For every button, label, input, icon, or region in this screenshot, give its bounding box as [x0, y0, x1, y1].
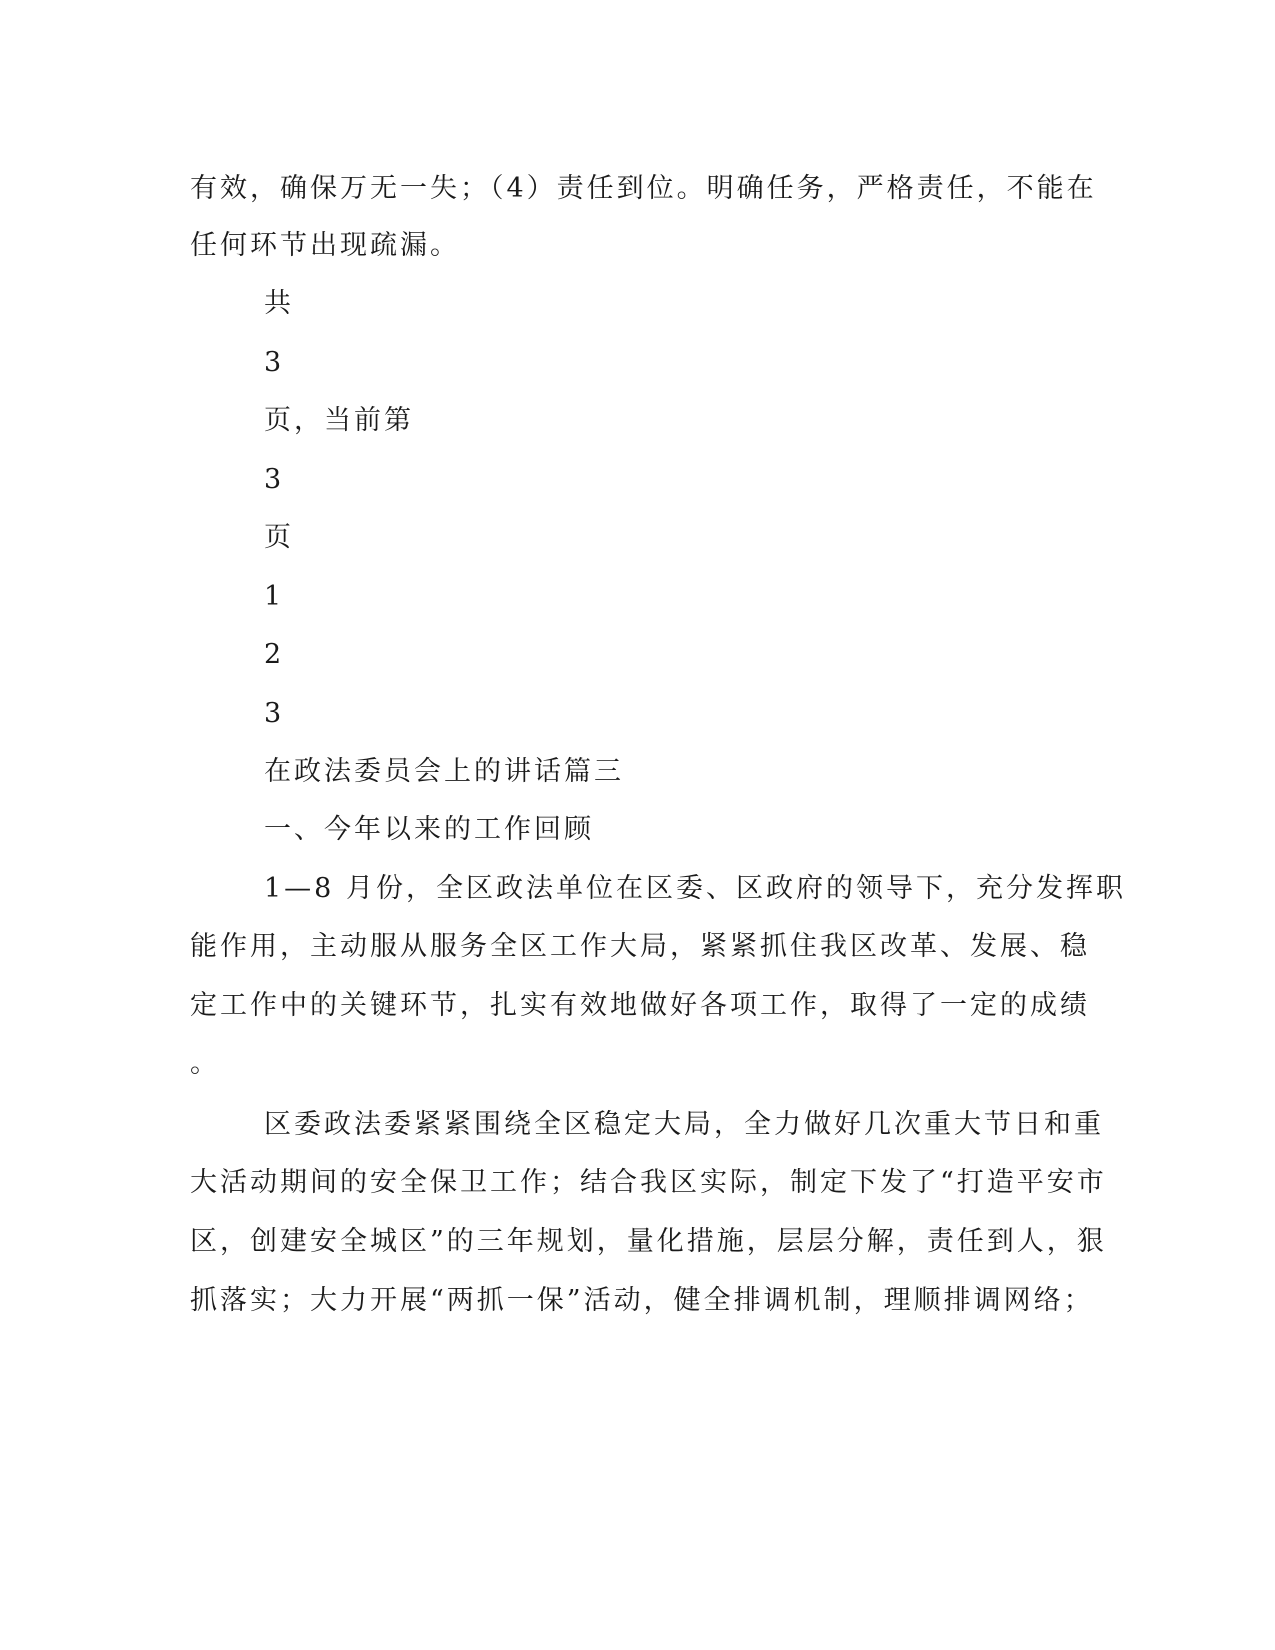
pagination-text: 页，当前第: [264, 405, 414, 436]
pagination-text: 页: [264, 522, 294, 553]
pagination-text: 共: [264, 288, 294, 319]
page-link-2[interactable]: 2: [264, 639, 285, 670]
section-heading: 一、今年以来的工作回顾: [264, 814, 594, 845]
body-text-line: 能作用，主动服从服务全区工作大局，紧紧抓住我区改革、发展、稳: [190, 931, 1090, 962]
section-title: 在政法委员会上的讲话篇三: [264, 756, 624, 787]
body-text-line: 大活动期间的安全保卫工作；结合我区实际，制定下发了“打造平安市: [190, 1167, 1107, 1198]
body-text-line: 区委政法委紧紧围绕全区稳定大局，全力做好几次重大节日和重: [264, 1109, 1104, 1140]
body-text-line: 定工作中的关键环节，扎实有效地做好各项工作，取得了一定的成绩: [190, 990, 1090, 1021]
body-text-line: 有效，确保万无一失；（4）责任到位。明确任务，严格责任，不能在: [190, 173, 1097, 204]
body-text-line: 任何环节出现疏漏。: [190, 230, 460, 261]
body-text-line: 抓落实；大力开展“两抓一保”活动，健全排调机制，理顺排调网络；: [190, 1285, 1094, 1316]
pagination-current: 3: [264, 464, 285, 495]
page-link-3[interactable]: 3: [264, 698, 285, 729]
page-link-1[interactable]: 1: [264, 581, 285, 612]
body-text-line: 1—8 月份，全区政法单位在区委、区政府的领导下，充分发挥职: [264, 873, 1126, 904]
pagination-total: 3: [264, 347, 285, 378]
body-text-line: 。: [190, 1048, 220, 1079]
body-text-line: 区，创建安全城区”的三年规划，量化措施，层层分解，责任到人，狠: [190, 1226, 1107, 1257]
